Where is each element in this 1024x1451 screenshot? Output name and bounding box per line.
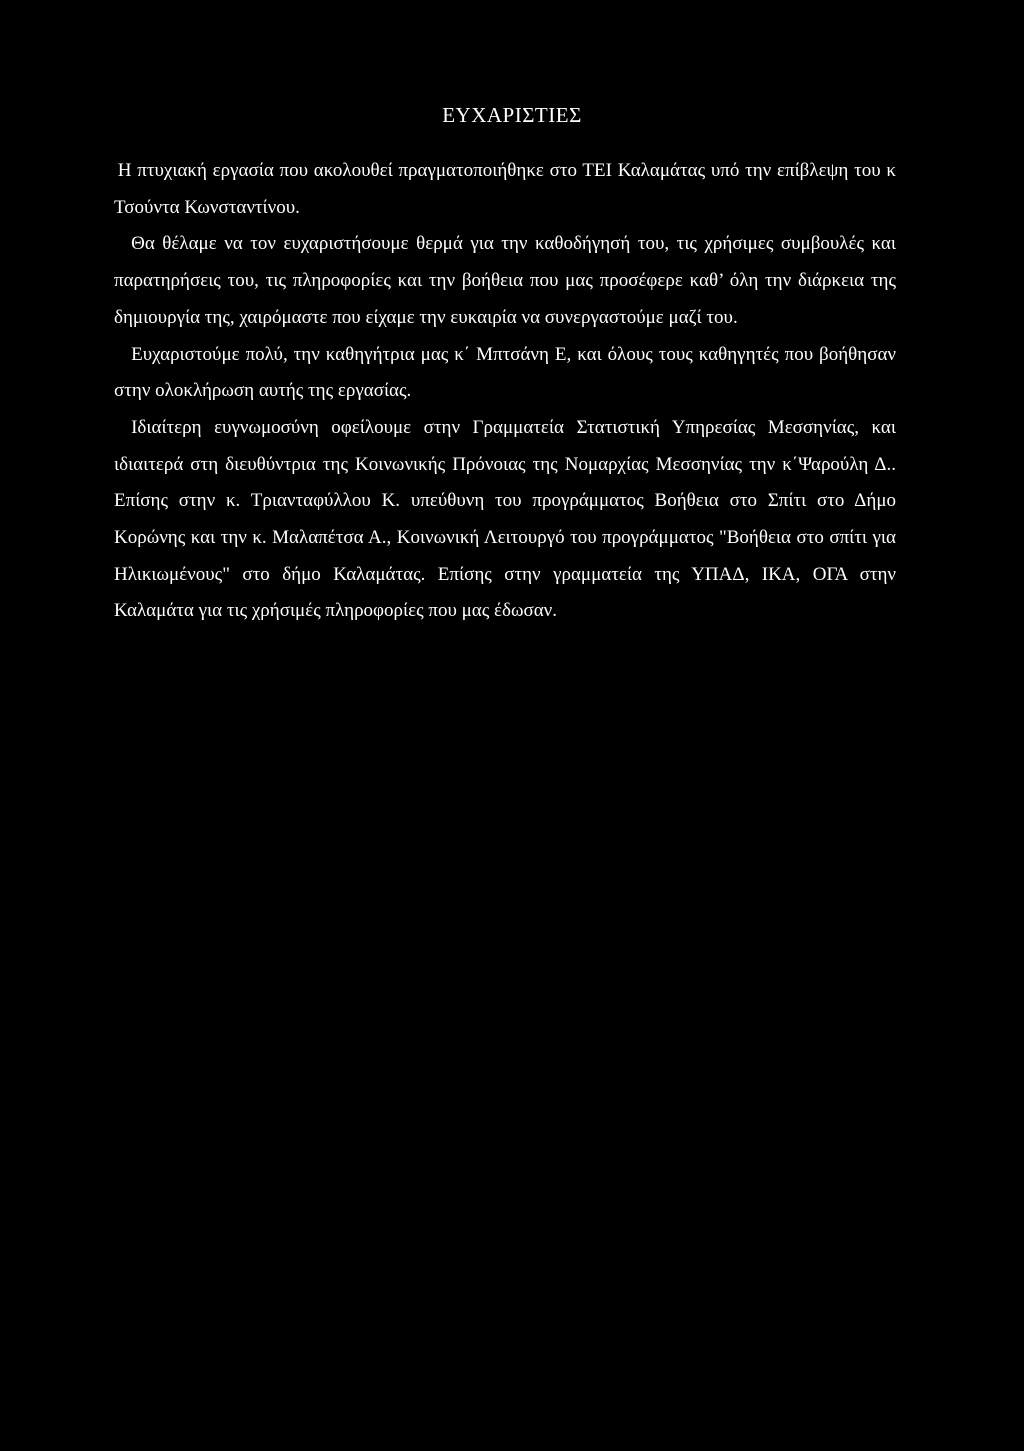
acknowledgements-body <box>114 153 896 630</box>
page-title: ΕΥΧΑΡΙΣΤΙΕΣ <box>442 103 582 127</box>
paragraph-thanks-supervisor: Θα θέλαμε να τον ευχαριστήσουμε θερμά για την καθοδήγησή του, τις χρήσιμες συμβουλές και παρατηρήσεις του, τις πληροφορίες και την βοήθεια που μας προσέφερε καθ’ όλη την διάρκεια της δημιουργία της, χαιρόμαστε που είχαμε την ευκαιρία να συνεργαστούμε μαζί του. <box>114 233 896 328</box>
paragraph-thanks-institutions: Ιδιαίτερη ευγνωμοσύνη οφείλουμε στην Γραμματεία Στατιστική Υπηρεσίας Μεσσηνίας, και ιδιαιτερά στη διευθύντρια της Κοινωνικής Πρόνοιας της Νομαρχίας Μεσσηνίας την κ΄Ψαρούλη Δ.. Επίσης στην κ. Τριανταφύλλου Κ. υπεύθυνη του προγράμματος Βοήθεια στο Σπίτι στο Δήμο Κορώνης και την κ. Μαλαπέτσα Α., Κοινωνική Λειτουργό του προγράμματος "Βοήθεια στο σπίτι για Ηλικιωμένους" στο δήμο Καλαμάτας. Επίσης στην γραμματεία της ΥΠΑΔ, ΙΚΑ, ΟΓΑ στην Καλαμάτα για τις χρήσιμές πληροφορίες που μας έδωσαν. <box>114 416 896 622</box>
paragraph-thanks-professors: Ευχαριστούμε πολύ, την καθηγήτρια μας κ΄ Μπτσάνη Ε, και όλους τους καθηγητές που βοήθησαν στην ολοκλήρωση αυτής της εργασίας. <box>114 343 896 402</box>
paragraph-supervision: Η πτυχιακή εργασία που ακολουθεί πραγματοποιήθηκε στο ΤΕΙ Καλαμάτας υπό την επίβλεψη του κ Τσούντα Κωνσταντίνου. <box>114 160 896 218</box>
